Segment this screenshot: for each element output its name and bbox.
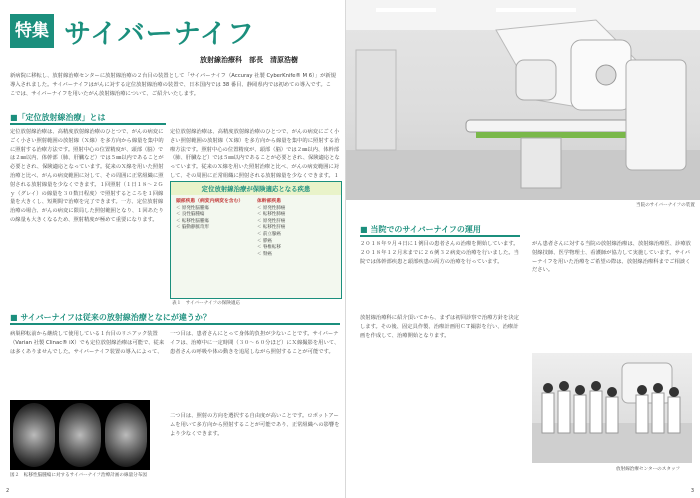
page-number: 2 xyxy=(6,488,10,494)
list-item: ＜ 良性脳腫瘍 xyxy=(176,212,205,218)
list-item: ＜ 原発性脳腫瘍 xyxy=(176,205,209,211)
page-number: 3 xyxy=(690,488,694,494)
figure-caption: 図２ 転移性脳腫瘍に対するサイバーナイフ治療計画の線量分布図 xyxy=(10,473,147,478)
section-text: 病巣移転前から継続して使用している１台目のリニアック装置（Varian 社製 Clinac® iX）でも定位放射線治療は可能で、従来は多くありませんでした。サイバーナイフ装置の導入によって、 xyxy=(10,331,165,355)
section-text: 一つ目は、患者さんにとって身体的負担が少ないことです。サイバーナイフは、治療中に一定時間（３０～６０分ほど）にＸ線撮影を用いて、患者さんの呼吸や体の動きを追尾しながら照射することが可能です。 xyxy=(170,331,340,355)
indications-table xyxy=(170,181,342,299)
list-item: ＜ 腎癌 xyxy=(257,251,272,257)
list-item: ＜ 脊椎転移 xyxy=(257,245,281,251)
staff-photo xyxy=(532,353,692,463)
right-page xyxy=(346,0,700,498)
section-rule xyxy=(10,323,340,325)
list-item: ＜ 原発性肝癌 xyxy=(257,218,286,224)
table-title: 定位放射線治療が保険適応となる疾患 xyxy=(171,182,341,195)
list-item: ＜ 脳動静脈奇形 xyxy=(176,225,209,231)
section-text: がん患者さんに対する当院の放射線治療は、放射線治療医、診療放射線技師、医学物理士、看護師が協力して実施しています。サイバーナイフを用いた治療をご希望の際は、放射線治療科までご相談ください。 xyxy=(532,241,691,274)
section-heading: ■ サイバーナイフは従来の放射線治療となにが違うか？ xyxy=(10,313,211,322)
cyberknife-photo xyxy=(346,0,700,200)
section-rule xyxy=(10,123,166,125)
feature-tag: 特集 xyxy=(10,14,54,48)
intro-text: 新病院に移転し、放射線治療センターに放射線治療の２台目の装置として「サイバーナイフ（Accuray 社製 CyberKnife® M 6）」が新規導入されました。サイバーナイフはがんに対する定位放射線治療の装置で、日本国内では 38 番目、静岡県内では初めての導入です。ここでは、サイバーナイフを用いたがん放射線治療について、ご紹介いたします。 xyxy=(10,73,336,97)
list-item: ＜ 原発性肺癌 xyxy=(257,205,286,211)
mri-slice xyxy=(59,403,101,467)
section-heading: ■「定位放射線治療」とは xyxy=(10,113,106,122)
mri-figure xyxy=(10,400,150,470)
mri-slice xyxy=(105,403,147,467)
section-text: 定位放射線治療は、高精度放射線治療のひとつで、がんの病変にごく小さい照射範囲の放射線（Ｘ線）を多方向から線量を集中的に照射する治療方法です。照射中心の位置精度が、頭部（脳）では２㎜以内、体幹部（肺、肝臓など）では５㎜以内であることが必要とされ、保険適応となっています。従来のＸ線を用いた照射治療と比べ、がんの病変範囲に対して、その周囲に正常組織に照射される放射線量を少なくできます。１ xyxy=(170,129,340,178)
section-text: 定位放射線治療は、高精度放射線治療のひとつで、がんの病変にごく小さい照射範囲の放射線（Ｘ線）を多方向から線量を集中的に照射する治療方法です。照射中心の位置精度が、頭部（脳）では２㎜以内、体幹部（肺、肝臓など）では５㎜以内であることが必要とされ、保険適応となっています。従来のＸ線を用いた照射治療と比べ、がんの病変範囲に対して、その周囲に正常組織に照射される放射線量を少なくできます。１回照射（１日１８～２Ｇｙ（グレイ）の線量を３０数日程度）で照射するところを１回線量を大きくし、短期間で治療を完了できます。一方、定位放射線治療の場合、がんの病変に限局した照射範囲となり、１回あたりの線量も大きくなるため、照射精度が極めて重要になります。 xyxy=(10,129,164,223)
left-page xyxy=(0,0,346,498)
list-item: ＜ 転移性肝癌 xyxy=(257,225,286,231)
head-diseases-column xyxy=(176,199,254,232)
author-line: 放射線治療科 部長 清原浩樹 xyxy=(200,56,298,64)
photo-caption: 当院のサイバーナイフの装置 xyxy=(636,203,695,208)
section-text: ２０１８年９月４日に１例目の患者さんの治療を開始しています。２０１８年１２月末までに２６例３２病変の治療を行いました。当院では体幹部疾患と頭部疾患の両方の治療を行っています。 xyxy=(360,241,519,265)
column-heading: 体幹部疾患 xyxy=(257,199,281,204)
page-title: サイバーナイフ xyxy=(64,19,255,50)
table-caption: 表１ サイバーナイフの保険適応 xyxy=(172,301,241,306)
list-item: ＜ 転移性脳腫瘍 xyxy=(176,218,209,224)
list-item: ＜ 前立腺癌 xyxy=(257,231,281,237)
list-item: ＜ 膵癌 xyxy=(257,238,272,244)
column-heading: 頭部疾患（病変内病変を含む） xyxy=(176,199,244,204)
list-item: ＜ 転移性肺癌 xyxy=(257,212,286,218)
staff-caption: 放射線治療センターのスタッフ xyxy=(616,467,681,472)
section-text: 放射線治療科に紹介頂いてから、まずは初回診察で治療方針を決定します。その後、固定具作製、治療計画用ＣＴ撮影を行い、治療計画を作成して、治療開始となります。 xyxy=(360,315,519,339)
section-heading: ■ 当院でのサイバーナイフの運用 xyxy=(360,225,481,234)
section-text: 二つ目は、照射の方向を選択する自由度が高いことです。ロボットアームを用いて多方向から照射することが可能であり、正常組織への影響をより少なくできます。 xyxy=(170,413,340,437)
mri-slice xyxy=(13,403,55,467)
section-rule xyxy=(360,235,520,237)
body-diseases-column xyxy=(257,199,337,258)
